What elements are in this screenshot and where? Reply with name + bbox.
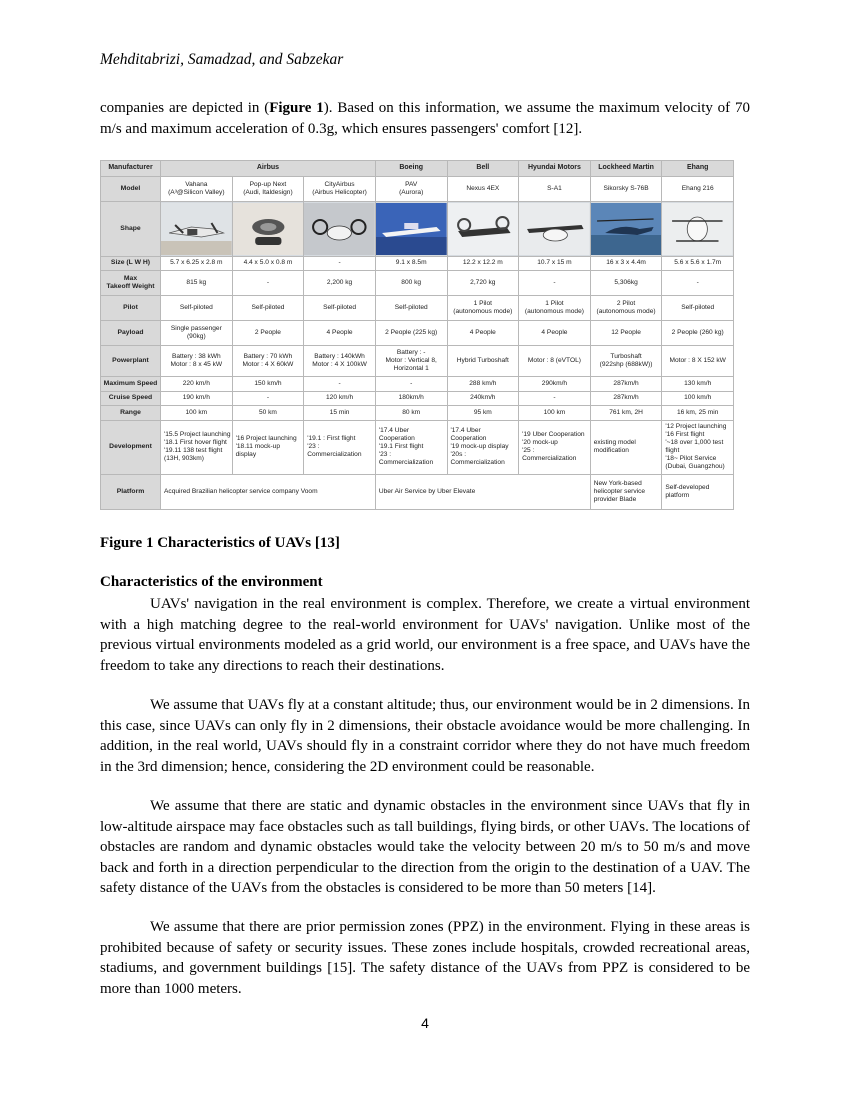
page-number: 4	[421, 1015, 429, 1031]
table-cell: 190 km/h	[161, 391, 233, 406]
table-cell: Single passenger (90kg)	[161, 320, 233, 345]
manufacturer-hyundai: Hyundai Motors	[519, 161, 591, 177]
figure-reference: Figure 1	[269, 100, 324, 116]
table-cell: 120 km/h	[304, 391, 376, 406]
row-label: Shape	[101, 201, 161, 256]
vahana-image	[161, 201, 233, 256]
table-cell: 5,306kg	[590, 271, 662, 296]
table-cell: 50 km	[232, 406, 304, 421]
table-cell: Self-piloted	[161, 296, 233, 321]
table-cell: Battery : - Motor : Vertical 8, Horizontal 1	[375, 345, 447, 376]
manufacturer-bell: Bell	[447, 161, 519, 177]
manufacturer-ehang: Ehang	[662, 161, 734, 177]
table-cell: 16 x 3 x 4.4m	[590, 256, 662, 271]
development-row	[101, 420, 734, 474]
table-cell: 150 km/h	[232, 377, 304, 392]
table-cell: 287km/h	[590, 377, 662, 392]
shape-row	[101, 201, 734, 256]
table-cell: 80 km	[375, 406, 447, 421]
table-cell: 100 km	[519, 406, 591, 421]
table-cell: Turboshaft (922shp (688kW))	[590, 345, 662, 376]
section-heading: Characteristics of the environment	[100, 574, 323, 590]
intro-paragraph	[100, 98, 750, 140]
table-cell: CityAirbus (Airbus Helicopter)	[304, 176, 376, 201]
table-cell: Battery : 38 kWh Motor : 8 x 45 kW	[161, 345, 233, 376]
row-label: Size (L W H)	[101, 256, 161, 271]
table-cell: '17.4 Uber Cooperation '19 mock-up display '20s : Commercialization	[447, 420, 519, 474]
row-label: Range	[101, 406, 161, 421]
figure-caption: Figure 1 Characteristics of UAVs [13]	[100, 535, 340, 551]
table-cell: '19 Uber Cooperation '20 mock-up '25 : Commercialization	[519, 420, 591, 474]
table-cell: 4 People	[447, 320, 519, 345]
table-cell: -	[519, 271, 591, 296]
manufacturer-header: Manufacturer	[101, 161, 161, 177]
table-cell: Sikorsky S-76B	[590, 176, 662, 201]
table-cell: 180km/h	[375, 391, 447, 406]
table-cell: 5.7 x 6.25 x 2.8 m	[161, 256, 233, 271]
manufacturer-lockheed: Lockheed Martin	[590, 161, 662, 177]
row-label: Max Takeoff Weight	[101, 271, 161, 296]
table-cell: '17.4 Uber Cooperation '19.1 First flight '23 : Commercialization	[375, 420, 447, 474]
table-cell: existing model modification	[590, 420, 662, 474]
table-cell: 1 Pilot (autonomous mode)	[519, 296, 591, 321]
row-label: Cruise Speed	[101, 391, 161, 406]
model-row	[101, 176, 734, 201]
table-cell: 287km/h	[590, 391, 662, 406]
table-cell: 100 km	[161, 406, 233, 421]
table-cell: 16 km, 25 min	[662, 406, 734, 421]
cruise-speed-row	[101, 391, 734, 406]
intro-text-end: ). Based on this information, we assume the maximum velocity of 70 m/s and maximum acceleration of 0.3g, which ensures passengers' comfort [12].	[100, 100, 750, 137]
table-cell: -	[232, 391, 304, 406]
table-cell: 130 km/h	[662, 377, 734, 392]
table-cell: Battery : 140kWh Motor : 4 X 100kW	[304, 345, 376, 376]
table-cell: 5.6 x 5.6 x 1.7m	[662, 256, 734, 271]
table-cell: 2 Pilot (autonomous mode)	[590, 296, 662, 321]
table-cell: Battery : 70 kWh Motor : 4 X 60kW	[232, 345, 304, 376]
body-paragraph: UAVs' navigation in the real environment is complex. Therefore, we create a virtual environment with a high matching degree to the real-world environment for UAVs' navigation. Unlike most of the previous virtual environments modeled as a grid world, our environment is a free space, and UAVs have the freedom to take any directions to reach their destinations.	[100, 596, 750, 674]
body-paragraph: We assume that UAVs fly at a constant altitude; thus, our environment would be in 2 dimensions. In this case, since UAVs can only fly in 2 dimensions, their obstacle avoidance would be more challenging. In addition, in the real world, UAVs should fly in a constraint corridor where they do not have much freedom in the 3rd dimension; hence, considering the 2D environment could be reasonable.	[100, 697, 750, 775]
table-cell: '12 Project launching '16 First flight '~18 over 1,000 test flight '18~ Pilot Service (Dubai, Guangzhou)	[662, 420, 734, 474]
table-cell: 95 km	[447, 406, 519, 421]
table-cell: Ehang 216	[662, 176, 734, 201]
body-paragraph: We assume that there are static and dynamic obstacles in the environment since UAVs that fly in low-altitude airspace may face obstacles such as tall buildings, flying birds, or other UAVs. The locations of obstacles are random and dynamic obstacles would take the velocity between 20 m/s to 50 m/s and move back and forth in a direction perpendicular to the direction from the origin to the destination of a UAV. The safety distance of the UAVs from the obstacles is considered to be more than 50 meters [14].	[100, 798, 750, 896]
row-label: Development	[101, 420, 161, 474]
table-cell: 2 People (260 kg)	[662, 320, 734, 345]
table-cell: 4 People	[519, 320, 591, 345]
manufacturer-row	[101, 161, 734, 177]
platform-lockheed: New York-based helicopter service provider Blade	[590, 474, 662, 509]
table-cell: Self-piloted	[304, 296, 376, 321]
pav-image	[375, 201, 447, 256]
table-cell: Hybrid Turboshaft	[447, 345, 519, 376]
table-cell: 4 People	[304, 320, 376, 345]
payload-row	[101, 320, 734, 345]
table-cell: 220 km/h	[161, 377, 233, 392]
range-row	[101, 406, 734, 421]
body-paragraph: We assume that there are prior permission zones (PPZ) in the environment. Flying in these areas is prohibited because of safety or security issues. These zones include hospitals, crowded recreational areas, stadiums, and government buildings [15]. The safety distance of the UAVs from PPZ is considered to be more than 1000 meters.	[100, 919, 750, 997]
table-cell: 15 min	[304, 406, 376, 421]
table-cell: 290km/h	[519, 377, 591, 392]
table-cell: Self-piloted	[662, 296, 734, 321]
table-cell: 2,200 kg	[304, 271, 376, 296]
table-cell: 288 km/h	[447, 377, 519, 392]
table-cell: 9.1 x 8.5m	[375, 256, 447, 271]
mtow-row	[101, 271, 734, 296]
table-cell: 1 Pilot (autonomous mode)	[447, 296, 519, 321]
platform-row	[101, 474, 734, 509]
table-cell: 12 People	[590, 320, 662, 345]
row-label: Model	[101, 176, 161, 201]
row-label: Payload	[101, 320, 161, 345]
nexus-image	[447, 201, 519, 256]
table-cell: S-A1	[519, 176, 591, 201]
table-cell: PAV (Aurora)	[375, 176, 447, 201]
table-cell: Self-piloted	[375, 296, 447, 321]
manufacturer-boeing: Boeing	[375, 161, 447, 177]
table-cell: 100 km/h	[662, 391, 734, 406]
platform-uber: Uber Air Service by Uber Elevate	[375, 474, 590, 509]
row-label: Powerplant	[101, 345, 161, 376]
row-label: Platform	[101, 474, 161, 509]
table-cell: Pop-up Next (Audi, Italdesign)	[232, 176, 304, 201]
table-cell: -	[232, 271, 304, 296]
table-cell: 761 km, 2H	[590, 406, 662, 421]
table-cell: Nexus 4EX	[447, 176, 519, 201]
table-cell: -	[304, 377, 376, 392]
running-head: Mehditabrizi, Samadzad, and Sabzekar	[100, 51, 344, 68]
table-cell: '15.5 Project launching '18.1 First hover flight '19.11 138 test flight (13H, 903km)	[161, 420, 233, 474]
size-row	[101, 256, 734, 271]
table-cell: 4.4 x 5.0 x 0.8 m	[232, 256, 304, 271]
row-label: Pilot	[101, 296, 161, 321]
table-cell: 2,720 kg	[447, 271, 519, 296]
sikorsky-image	[590, 201, 662, 256]
intro-text-start: companies are depicted in (	[100, 100, 270, 116]
manufacturer-airbus: Airbus	[161, 161, 376, 177]
table-cell: 2 People	[232, 320, 304, 345]
platform-ehang: Self-developed platform	[662, 474, 734, 509]
table-cell: Motor : 8 (eVTOL)	[519, 345, 591, 376]
pilot-row	[101, 296, 734, 321]
table-cell: 800 kg	[375, 271, 447, 296]
table-cell: 240km/h	[447, 391, 519, 406]
table-cell: Vahana (A³@Silicon Valley)	[161, 176, 233, 201]
table-cell: 12.2 x 12.2 m	[447, 256, 519, 271]
row-label: Maximum Speed	[101, 377, 161, 392]
table-cell: '19.1 : First flight '23 : Commercialization	[304, 420, 376, 474]
max-speed-row	[101, 377, 734, 392]
table-cell: 10.7 x 15 m	[519, 256, 591, 271]
table-cell: -	[662, 271, 734, 296]
powerplant-row	[101, 345, 734, 376]
cityairbus-image	[304, 201, 376, 256]
sa1-image	[519, 201, 591, 256]
uav-characteristics-table	[100, 160, 734, 510]
ehang-image	[662, 201, 734, 256]
table-cell: Self-piloted	[232, 296, 304, 321]
table-cell: -	[304, 256, 376, 271]
table-cell: Motor : 8 X 152 kW	[662, 345, 734, 376]
table-cell: '16 Project launching '18.11 mock-up display	[232, 420, 304, 474]
popup-next-image	[232, 201, 304, 256]
table-cell: -	[519, 391, 591, 406]
platform-airbus: Acquired Brazilian helicopter service company Voom	[161, 474, 376, 509]
table-cell: 815 kg	[161, 271, 233, 296]
table-cell: 2 People (225 kg)	[375, 320, 447, 345]
table-cell: -	[375, 377, 447, 392]
